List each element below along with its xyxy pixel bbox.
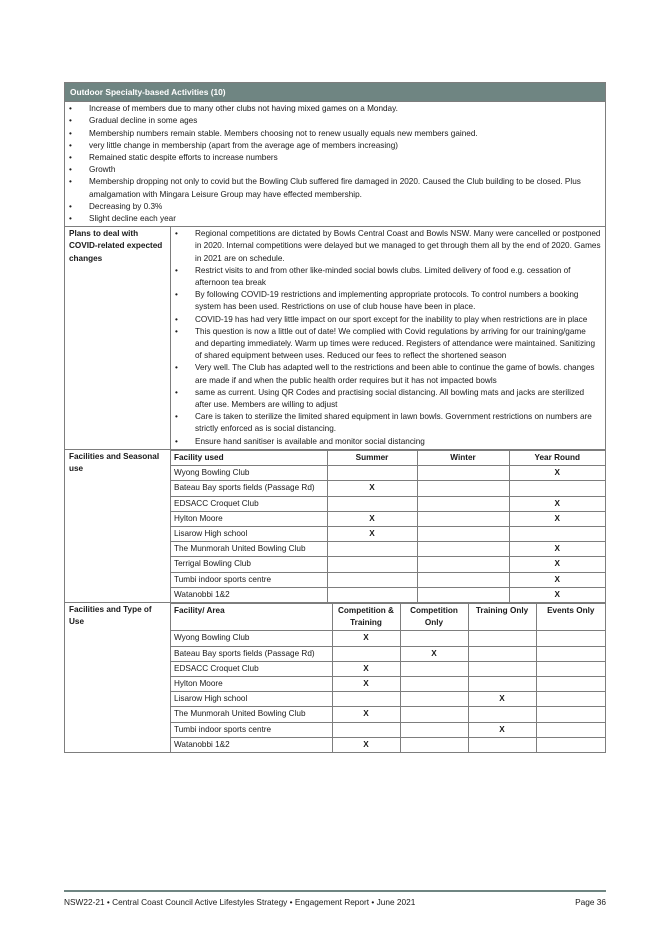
table-row (171, 692, 605, 707)
list-item: • Membership numbers remain stable. Members choosing not to renew usually equals new members gained. (84, 128, 601, 140)
usage-mark (400, 737, 468, 752)
usage-mark (332, 646, 400, 661)
list-item: • Membership dropping not only to covid but the Bowling Club suffered fire damaged in 2020. Caused the Club building to be closed. Plus amalgamation with Mingara Leisure Group may have effected membership. (84, 176, 601, 200)
usage-mark: X (332, 631, 400, 646)
column-header: Winter (417, 450, 509, 465)
list-item: • COVID-19 has had very little impact on our sport except for the inability to play when restrictions are in place (195, 314, 601, 326)
facility-name: Hylton Moore (171, 511, 327, 526)
membership-trends-list (69, 103, 601, 225)
usage-mark (400, 661, 468, 676)
list-item: • Care is taken to sterilize the limited shared equipment in lawn bowls. Government restrictions on numbers are strictly enforced as is social distancing. (195, 411, 601, 435)
facility-name: Bateau Bay sports fields (Passage Rd) (171, 646, 332, 661)
column-header: Competition Only (400, 603, 468, 630)
usage-mark (417, 542, 509, 557)
table-row (171, 466, 605, 481)
facility-name: Terrigal Bowling Club (171, 557, 327, 572)
list-item: • Regional competitions are dictated by Bowls Central Coast and Bowls NSW. Many were cancelled or postponed in 2020. Internal competitions were delayed but we managed to get through them all by the end of 2020. Games in 2021 are on schedule. (195, 228, 601, 265)
facility-name: Bateau Bay sports fields (Passage Rd) (171, 481, 327, 496)
facility-name: Lisarow High school (171, 526, 327, 541)
facility-name: Lisarow High school (171, 692, 332, 707)
usage-mark (509, 526, 605, 541)
facility-name: Tumbi indoor sports centre (171, 722, 332, 737)
usage-mark (327, 587, 417, 602)
table-row (171, 542, 605, 557)
list-item: • Remained static despite efforts to increase numbers (84, 152, 601, 164)
usage-mark: X (509, 557, 605, 572)
table-row (171, 587, 605, 602)
usage-mark (417, 511, 509, 526)
facility-name: EDSACC Croquet Club (171, 661, 332, 676)
column-header: Events Only (536, 603, 605, 630)
usage-mark: X (327, 511, 417, 526)
table-header-row (171, 603, 605, 630)
table-header-row (171, 450, 605, 465)
table-row (171, 661, 605, 676)
usage-mark (327, 572, 417, 587)
table-row (171, 676, 605, 691)
list-item: • same as current. Using QR Codes and practising social distancing. All bowling mats and jacks are sterilized after use. Members are willing to adjust (195, 387, 601, 411)
facility-name: Watanobbi 1&2 (171, 587, 327, 602)
covid-plans-label: Plans to deal with COVID-related expected changes (65, 227, 171, 450)
usage-mark: X (509, 496, 605, 511)
usage-mark (509, 481, 605, 496)
section-header: Outdoor Specialty-based Activities (10) (65, 83, 606, 102)
seasonal-use-cell (171, 449, 606, 602)
usage-mark: X (332, 707, 400, 722)
usage-mark (332, 692, 400, 707)
seasonal-use-table (171, 450, 605, 602)
table-row (171, 646, 605, 661)
list-item: • By following COVID-19 restrictions and implementing appropriate protocols. To control numbers a booking system has been used. Restrictions on use of club house have been in place. (195, 289, 601, 313)
usage-mark (417, 496, 509, 511)
type-of-use-table (171, 603, 605, 752)
usage-mark (468, 737, 536, 752)
table-row (171, 707, 605, 722)
column-header: Summer (327, 450, 417, 465)
usage-mark (417, 572, 509, 587)
usage-mark (417, 587, 509, 602)
facility-name: The Munmorah United Bowling Club (171, 707, 332, 722)
facility-name: Watanobbi 1&2 (171, 737, 332, 752)
usage-mark: X (400, 646, 468, 661)
seasonal-use-label: Facilities and Seasonal use (65, 449, 171, 602)
list-item: • Decreasing by 0.3% (84, 201, 601, 213)
usage-mark (417, 526, 509, 541)
usage-mark: X (468, 692, 536, 707)
usage-mark (327, 557, 417, 572)
table-row (171, 572, 605, 587)
usage-mark (332, 722, 400, 737)
list-item: • Increase of members due to many other clubs not having mixed games on a Monday. (84, 103, 601, 115)
usage-mark (468, 631, 536, 646)
usage-mark (536, 631, 605, 646)
table-row (171, 511, 605, 526)
type-of-use-label: Facilities and Type of Use (65, 602, 171, 752)
usage-mark: X (468, 722, 536, 737)
usage-mark (536, 646, 605, 661)
table-row (171, 557, 605, 572)
usage-mark: X (327, 526, 417, 541)
usage-mark: X (509, 572, 605, 587)
usage-mark (536, 661, 605, 676)
list-item: • Very well. The Club has adapted well to the restrictions and been able to continue the game of bowls. changes are made if and when the public health order requires but it has not impacted bowls (195, 362, 601, 386)
facility-name: Hylton Moore (171, 676, 332, 691)
usage-mark (400, 676, 468, 691)
facility-name: Wyong Bowling Club (171, 466, 327, 481)
usage-mark (400, 631, 468, 646)
usage-mark: X (509, 511, 605, 526)
usage-mark (536, 692, 605, 707)
usage-mark (327, 542, 417, 557)
usage-mark: X (332, 737, 400, 752)
list-item: • very little change in membership (apart from the average age of members increasing) (84, 140, 601, 152)
usage-mark (468, 676, 536, 691)
footer-rule (64, 890, 606, 892)
table-row (171, 737, 605, 752)
table-row (171, 526, 605, 541)
usage-mark: X (327, 481, 417, 496)
table-row (171, 496, 605, 511)
usage-mark (327, 466, 417, 481)
usage-mark (536, 707, 605, 722)
table-row (171, 481, 605, 496)
membership-trends-cell (65, 102, 606, 227)
column-header: Training Only (468, 603, 536, 630)
usage-mark (468, 646, 536, 661)
usage-mark (400, 692, 468, 707)
column-header: Competition & Training (332, 603, 400, 630)
usage-mark (400, 722, 468, 737)
facility-name: The Munmorah United Bowling Club (171, 542, 327, 557)
type-of-use-cell (171, 602, 606, 752)
list-item: • Slight decline each year (84, 213, 601, 225)
list-item: • Growth (84, 164, 601, 176)
usage-mark (468, 661, 536, 676)
facility-name: Wyong Bowling Club (171, 631, 332, 646)
covid-plans-cell (171, 227, 606, 450)
facility-name: EDSACC Croquet Club (171, 496, 327, 511)
usage-mark (536, 676, 605, 691)
usage-mark (327, 496, 417, 511)
footer-text: NSW22-21 • Central Coast Council Active Lifestyles Strategy • Engagement Report • June 2021 (64, 897, 416, 907)
table-row (171, 631, 605, 646)
column-header: Facility/ Area (171, 603, 332, 630)
usage-mark (536, 722, 605, 737)
usage-mark (536, 737, 605, 752)
usage-mark: X (332, 676, 400, 691)
column-header: Year Round (509, 450, 605, 465)
usage-mark (417, 557, 509, 572)
report-table (64, 82, 606, 753)
list-item: • This question is now a little out of date! We complied with Covid regulations by arriving for our training/game and departing immediately. Warm up times were reduced. Registers of attendance were maintained. Sanitizing of shared equipment between uses. Reduced our fees to reflect the shortened season (195, 326, 601, 363)
usage-mark (417, 481, 509, 496)
list-item: • Gradual decline in some ages (84, 115, 601, 127)
column-header: Facility used (171, 450, 327, 465)
usage-mark: X (509, 542, 605, 557)
usage-mark (417, 466, 509, 481)
list-item: • Restrict visits to and from other like-minded social bowls clubs. Limited delivery of food e.g. cessation of afternoon tea break (195, 265, 601, 289)
usage-mark (400, 707, 468, 722)
table-row (171, 722, 605, 737)
page-number: Page 36 (575, 897, 606, 907)
usage-mark: X (332, 661, 400, 676)
facility-name: Tumbi indoor sports centre (171, 572, 327, 587)
list-item: • Ensure hand sanitiser is available and monitor social distancing (195, 436, 601, 448)
usage-mark (468, 707, 536, 722)
covid-plans-list (175, 228, 601, 448)
usage-mark: X (509, 466, 605, 481)
usage-mark: X (509, 587, 605, 602)
